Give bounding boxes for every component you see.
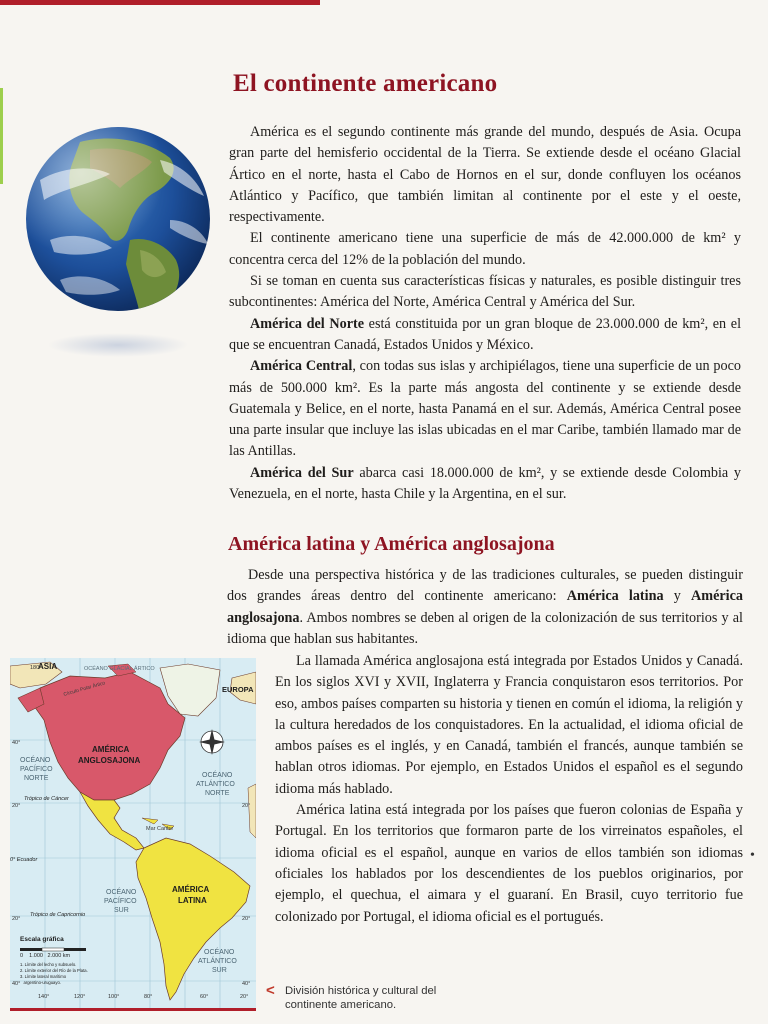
paragraph (275, 651, 743, 800)
map-label-atlantico-norte-1: OCÉANO (202, 772, 233, 779)
map-label-europa: EUROPA (222, 685, 254, 694)
map-label-ecuador: 0° Ecuador (10, 857, 38, 863)
legend-line-4: argentino-uruguayo. (20, 980, 61, 985)
text-run: , con todas sus islas y archipiélagos, tiene una superficie de un poco más de 500.000 km². Es la parte más angosta del continente y se extiende desde Guatemala y Belice, en el norte, hasta Panamá en el sur. Además, América Central posee una parte insular que incluye las islas ubicadas en el mar Caribe, también llamado mar de las Antillas. (229, 358, 741, 460)
map-label-atlantico-norte-2: ATLÁNTICO (196, 781, 235, 788)
paragraph (229, 463, 741, 506)
page-title: El continente americano (233, 70, 498, 97)
america-division-map (10, 658, 256, 1008)
caption-chevron-icon: < (266, 982, 275, 999)
paragraph (229, 356, 741, 462)
map-label-caribe: Mar Caribe (146, 826, 174, 832)
lat-tick: 40° (12, 740, 21, 746)
map-label-cancer: Trópico de Cáncer (24, 796, 69, 802)
south-america-landmass (136, 838, 250, 1000)
text-run: . Ambos nombres se deben al origen de la colonización de sus territorios y al idioma que hablan sus habitantes. (227, 609, 743, 647)
lon-tick: 140° (38, 994, 50, 1000)
bold-term: América del Sur (250, 464, 354, 481)
map-label-glacial: OCÉANO GLACIAL ÁRTICO (84, 666, 155, 672)
anglo-america-landmass (34, 672, 185, 800)
bold-term: América latina (566, 588, 664, 605)
map-label-pacifico-sur-3: SUR (114, 907, 129, 914)
lon-tick: 120° (74, 994, 86, 1000)
lon-tick: 100° (108, 994, 120, 1000)
lat-tick: 40° (242, 981, 251, 987)
section-intro-text (227, 565, 743, 650)
map-label-pacifico-norte-3: NORTE (24, 775, 49, 782)
map-label-pacifico-sur-1: OCÉANO (106, 889, 137, 896)
lat-tick: 20° (242, 916, 251, 922)
paragraph (229, 271, 741, 314)
lon-tick: 60° (200, 994, 209, 1000)
map-caption (266, 984, 476, 1012)
text-run: La llamada América anglosajona está integrada por Estados Unidos y Canadá. En los siglos XVI y XVII, Inglaterra y Francia conquistaron esos territorios. Por eso, ambos países comparten su historia y tienen en común el idioma, la religión y la cultura heredados de los conquistadores. En la actualidad, el idioma oficial de ambos países es el inglés, y en Canadá, también el francés, aunque también se hablan otros idiomas. Por ejemplo, en Estados Unidos el español es el segundo idioma más hablado. (275, 653, 743, 797)
legend-line-1: 1. Límite del lecho y subsuelo. (20, 962, 77, 967)
text-run: y (663, 588, 691, 605)
map-label-atlantico-sur-2: ATLÁNTICO (198, 958, 237, 965)
earth-globe-image (20, 120, 218, 370)
text-run: América es el segundo continente más grande del mundo, después de Asia. Ocupa gran parte del hemisferio occidental de la Tierra. Se extiende desde el océano Glacial Ártico en el norte, hasta el Cabo de Hornos en el sur, donde confluyen los océanos Atlántico y Pacífico, que también limitan al continente por el este y el oeste, respectivamente. (229, 124, 741, 226)
bold-term: América Central (250, 358, 353, 375)
paragraph (227, 565, 743, 650)
text-run: Si se toman en cuenta sus características físicas y naturales, es posible distinguir tres subcontinentes: América del Norte, América Central y América del Sur. (229, 273, 741, 311)
intro-text (229, 122, 741, 505)
map-label-anglo-1: AMÉRICA (92, 745, 130, 754)
text-run: El continente americano tiene una superficie de más de 42.000.000 de km² y concentra cerca del 12% de la población del mundo. (229, 230, 741, 268)
bold-term: América anglosajona (227, 588, 743, 626)
map-label-latina-2: LATINA (178, 896, 207, 905)
map-label-atlantico-sur-3: SUR (212, 967, 227, 974)
map-label-capricornio: Trópico de Capricornio (30, 912, 86, 918)
paragraph (229, 228, 741, 271)
section-body-text (275, 651, 743, 928)
text-run: está constituida por un gran bloque de 23.000.000 de km², en el que se encuentran Canadá, Estados Unidos y México. (229, 315, 742, 353)
lat-tick: 20° (242, 803, 251, 809)
lat-tick: 20° (12, 803, 21, 809)
map-label-pacifico-norte-1: OCÉANO (20, 757, 51, 764)
top-accent-rule (0, 0, 320, 5)
text-run: abarca casi 18.000.000 de km², y se extiende desde Colombia y Venezuela, en el norte, hasta Chile y la Argentina, en el sur. (229, 464, 741, 503)
map-label-pacifico-sur-2: PACÍFICO (104, 898, 137, 905)
scale-bar (20, 948, 86, 951)
map-label-asia: ASIA (38, 662, 58, 671)
map-bottom-rule (10, 1008, 256, 1011)
map-label-atlantico-norte-3: NORTE (205, 790, 230, 797)
legend-line-3: 3. Límite lateral marítimo (20, 974, 67, 979)
text-run: América latina está integrada por los países que fueron colonias de España y Portugal. En los territorios que formaron parte de los virreinatos españoles, el idioma oficial es el español, aunque en varios de ellos también son idiomas oficiales los hablados por los descendientes de los pueblos originarios, por ejemplo, el quechua, el aimara y el guaraní. En Brasil, cuyo territorio fue colonizado por Portugal, el idioma oficial es el portugués. (275, 802, 743, 925)
paragraph (275, 800, 743, 928)
map-label-atlantico-sur-1: OCÉANO (204, 949, 235, 956)
map-label-pacifico-norte-2: PACÍFICO (20, 766, 53, 773)
mexico-central-america (80, 792, 144, 850)
lat-tick: 20° (12, 916, 21, 922)
lat-tick: 180° (30, 665, 42, 671)
left-page-tab (0, 88, 3, 184)
map-label-latina-1: AMÉRICA (172, 885, 210, 894)
scale-title: Escala gráfica (20, 936, 64, 943)
map-caption-text: División histórica y cultural del continente americano. (285, 985, 437, 1011)
map-label-anglo-2: ANGLOSAJONA (78, 756, 141, 765)
lat-tick: 40° (12, 981, 21, 987)
margin-dot: • (750, 848, 755, 863)
section-title: América latina y América anglosajona (228, 533, 555, 555)
text-run: Desde una perspectiva histórica y de las tradiciones culturales, se pueden distinguir dos grandes áreas dentro del continente americano: (227, 567, 743, 605)
lon-tick: 80° (144, 994, 153, 1000)
map-label-circulo: Círculo Polar Ártico (62, 680, 106, 698)
paragraph (229, 122, 741, 228)
paragraph (229, 314, 741, 357)
legend-line-2: 2. Límite exterior del Río de la Plata. (20, 968, 88, 973)
lon-tick: 20° (240, 994, 249, 1000)
scale-values: 0 1.000 2.000 km (20, 953, 71, 959)
bold-term: América del Norte (250, 315, 365, 332)
compass-rose-icon (199, 729, 225, 755)
